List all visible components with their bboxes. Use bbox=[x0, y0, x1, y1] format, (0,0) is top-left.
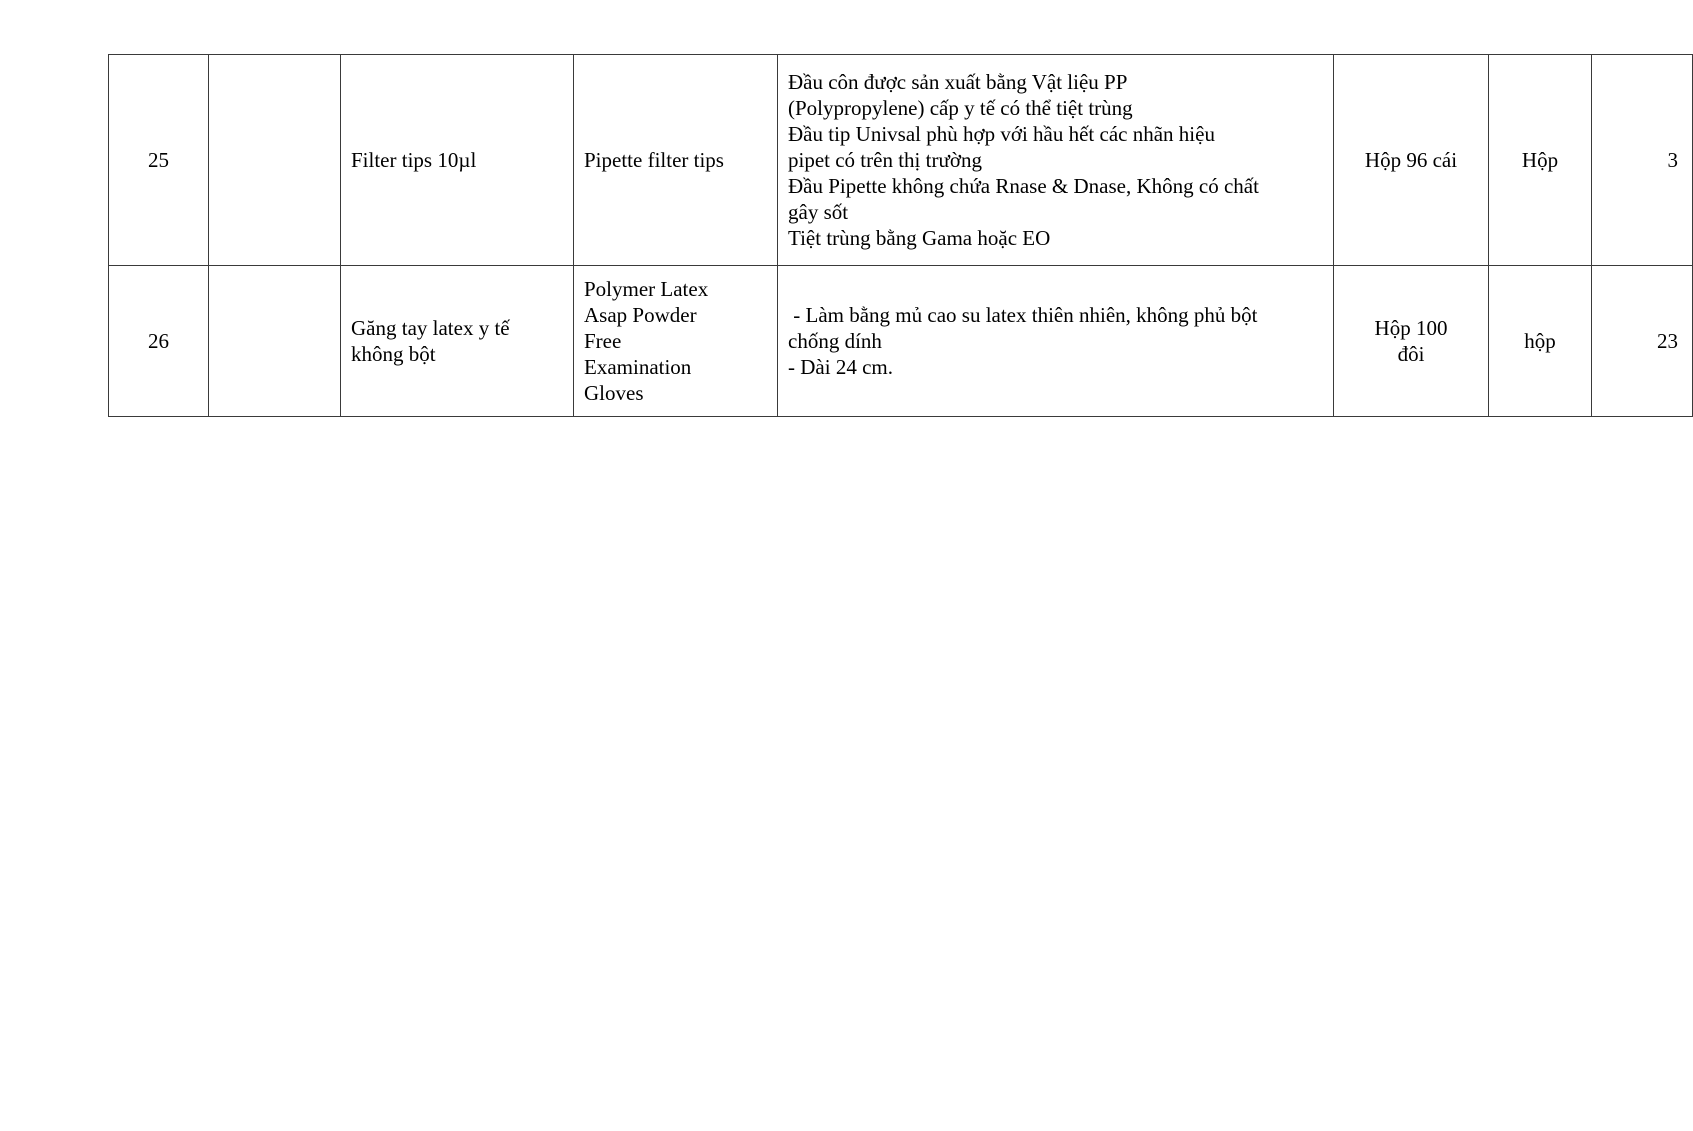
cell-packaging bbox=[1334, 55, 1489, 266]
cell-model bbox=[574, 266, 778, 417]
supply-items-table bbox=[108, 54, 1693, 417]
spec-line: - Dài 24 cm. bbox=[788, 355, 893, 379]
product-name-line: Filter tips 10µl bbox=[351, 148, 477, 172]
table-row bbox=[109, 266, 1693, 417]
cell-code bbox=[209, 266, 341, 417]
packaging-line: Hộp 100 bbox=[1374, 316, 1448, 340]
product-name-line: không bột bbox=[351, 342, 436, 366]
cell-quantity: 23 bbox=[1592, 266, 1693, 417]
cell-quantity: 3 bbox=[1592, 55, 1693, 266]
cell-unit: hộp bbox=[1489, 266, 1592, 417]
spec-line: - Làm bằng mủ cao su latex thiên nhiên, không phủ bột bbox=[788, 303, 1258, 327]
cell-specification bbox=[778, 266, 1334, 417]
cell-stt: 25 bbox=[109, 55, 209, 266]
cell-specification bbox=[778, 55, 1334, 266]
cell-unit: Hộp bbox=[1489, 55, 1592, 266]
spec-line: gây sốt bbox=[788, 200, 849, 224]
model-line: Gloves bbox=[584, 381, 644, 405]
model-line: Polymer Latex bbox=[584, 277, 709, 301]
spec-line: chống dính bbox=[788, 329, 882, 353]
cell-product-name bbox=[341, 55, 574, 266]
table-row bbox=[109, 55, 1693, 266]
packaging-line: đôi bbox=[1397, 342, 1425, 366]
cell-product-name bbox=[341, 266, 574, 417]
spec-line: Tiệt trùng bằng Gama hoặc EO bbox=[788, 226, 1051, 250]
spec-line: (Polypropylene) cấp y tế có thể tiệt trùng bbox=[788, 96, 1133, 120]
cell-packaging bbox=[1334, 266, 1489, 417]
model-line: Free bbox=[584, 329, 622, 353]
model-line: Asap Powder bbox=[584, 303, 697, 327]
model-line: Pipette filter tips bbox=[584, 148, 724, 172]
cell-stt: 26 bbox=[109, 266, 209, 417]
cell-model bbox=[574, 55, 778, 266]
spec-line: Đầu tip Univsal phù hợp với hầu hết các nhãn hiệu bbox=[788, 122, 1215, 146]
spec-line: Đầu Pipette không chứa Rnase & Dnase, Không có chất bbox=[788, 174, 1259, 198]
product-name-line: Găng tay latex y tế bbox=[351, 316, 510, 340]
packaging-line: Hộp 96 cái bbox=[1364, 148, 1458, 172]
cell-code bbox=[209, 55, 341, 266]
spec-line: pipet có trên thị trường bbox=[788, 148, 982, 172]
model-line: Examination bbox=[584, 355, 692, 379]
spec-line: Đầu côn được sản xuất bằng Vật liệu PP bbox=[788, 70, 1128, 94]
